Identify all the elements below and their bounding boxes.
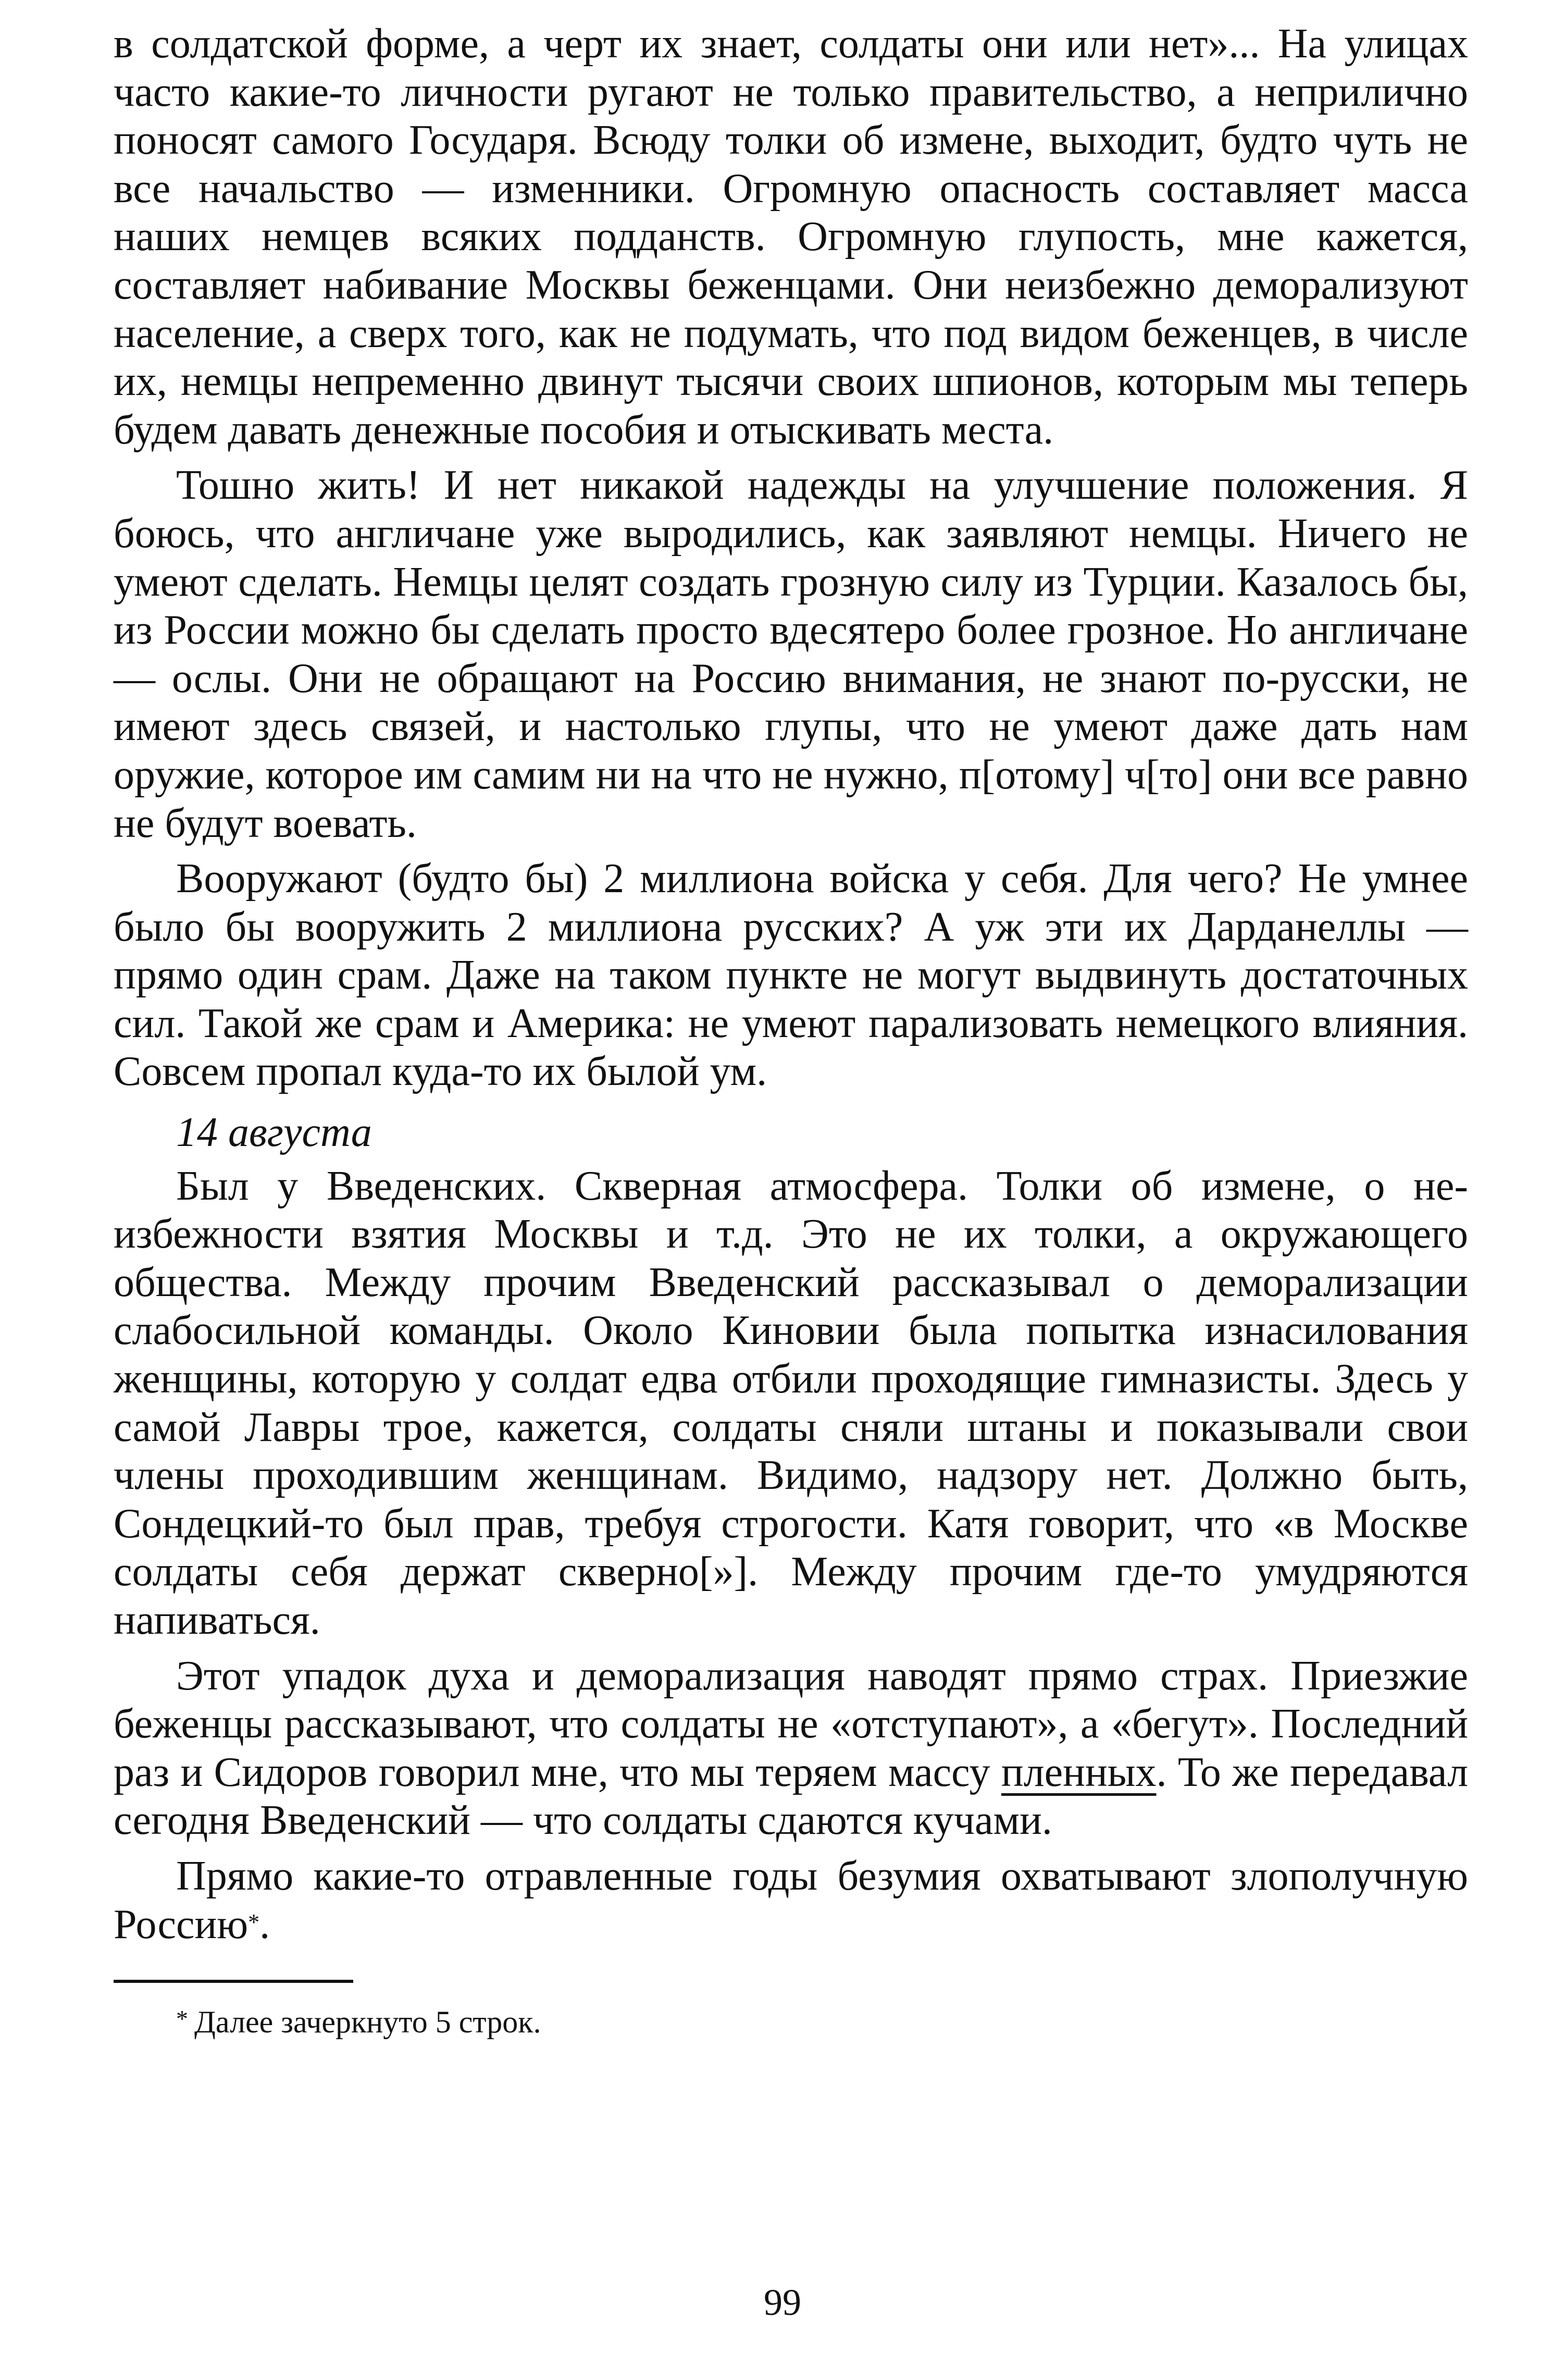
diary-date-heading: 14 августа: [176, 1109, 372, 1156]
footnote-divider: [114, 1980, 353, 1983]
paragraph-5: [114, 1652, 1468, 1845]
paragraph-1: в солдатской форме, а черт их знает, солдаты они или нет»... На улицах часто какие-то личности ругают не только правительство, а неприлично поносят самого Государя. Всюду толки об измене, выходит, будто чуть не все начальство — изменники. Огромную опасность составляет масса наших немцев всяких подданств. Огромную глупость, мне кажется, составляет набивание Москвы беженцами. Они неизбежно деморализуют население, а сверх того, как не подумать, что под видом беженцев, в числе их, немцы непременно двинут тысячи своих шпионов, которым мы теперь будем давать денежные пособия и отыскивать места.: [114, 21, 1468, 453]
paragraph-6-text: Прямо какие-то отравленные годы безумия охватывают злополучную Россию: [114, 1853, 1468, 1947]
paragraph-2: Тошно жить! И нет никакой надежды на улучшение положения. Я боюсь, что англичане уже выродились, как заявляют немцы. Ничего не умеют сделать. Немцы целят создать грозную силу из Турции. Казалось бы, из России можно бы сделать просто вдесятеро более грозное. Но англичане — ослы. Они не обращают на Россию внимания, не знают по-русски, не имеют здесь связей, и настолько глупы, что не умеют даже дать нам оружие, которое им самим ни на что не нужно, п[отому] ч[то] они все равно не будут воевать.: [114, 462, 1468, 846]
page-number: 99: [764, 2282, 801, 2323]
paragraph-5-text-end: . То же передавал сегодня Введенский — что солдаты сдаются кучами.: [114, 1749, 1468, 1844]
footnote-reference-mark[interactable]: *: [248, 1909, 260, 1935]
paragraph-5-text-start: Этот упадок духа и деморализация наводят прямо страх. Приезжие беженцы рассказывают, что солдаты не «отступают», а «бегут». Последний раз и Сидоров говорил мне, что мы теряем массу: [114, 1653, 1468, 1795]
paragraph-3: Вооружают (будто бы) 2 миллиона войска у себя. Для чего? Не умнее было бы вооружить 2 миллиона русских? А уж эти их Дарданеллы — прямо один срам. Даже на таком пункте не могут выдвинуть достаточных сил. Такой же срам и Америка: не умеют парализовать немецкого влияния. Совсем пропал куда-то их былой ум.: [114, 856, 1468, 1095]
paragraph-4: Был у Введенских. Скверная атмосфера. Толки об измене, о неизбежности взятия Москвы и т.д. Это не их толки, а окружающего общества. Между прочим Введенский рассказывал о деморализации слабосильной команды. Около Киновии была попытка изнасилования женщины, которую у солдат едва отбили проходящие гимназисты. Здесь у самой Лавры трое, кажется, солдаты сняли штаны и показывали свои члены проходившим женщинам. Видимо, надзору нет. Должно быть, Сондецкий-то был прав, требуя строгости. Катя говорит, что «в Москве солдаты себя держат скверно[»]. Между прочим где-то умудряются напиваться.: [114, 1163, 1468, 1643]
footnote: [176, 2004, 1468, 2040]
underlined-word: пленных: [1001, 1749, 1157, 1795]
footnote-mark: *: [176, 2005, 188, 2032]
footnote-text: Далее зачеркнуто 5 строк.: [194, 2005, 541, 2040]
paragraph-6: [114, 1852, 1468, 1949]
paragraph-6-period: .: [259, 1901, 270, 1947]
page-body: [114, 20, 1468, 2040]
